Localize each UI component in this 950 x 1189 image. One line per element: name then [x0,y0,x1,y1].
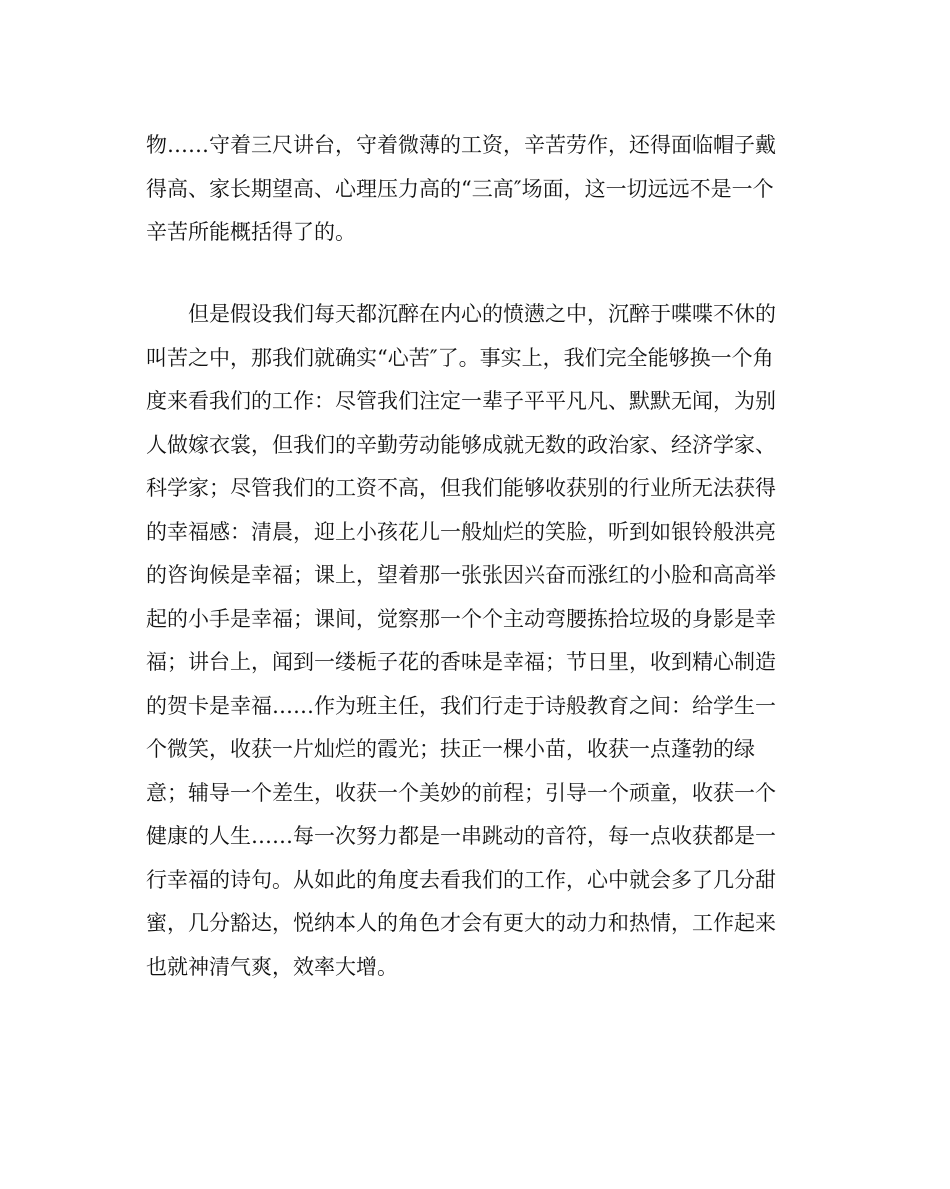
text-line: 物……守着三尺讲台，守着微薄的工资，辛苦劳作，还得面临帽子戴 [146,133,776,157]
text-line: 的幸福感：清晨，迎上小孩花儿一般灿烂的笑脸，听到如银铃般洪亮 [146,519,776,544]
text-line: 个微笑，收获一片灿烂的霞光；扶正一棵小苗，收获一点蓬勃的绿 [146,737,755,761]
paragraph-1 [146,124,826,255]
text-line: 意；辅导一个差生，收获一个美妙的前程；引导一个顽童，收获一个 [146,780,776,805]
text-line: 也就神清气爽，效率大增。 [146,954,398,979]
text-line: 人做嫁衣裳，但我们的辛勤劳动能够成就无数的政治家、经济学家、 [146,432,776,457]
text-line: 辛苦所能概括得了的。 [146,220,356,244]
text-line: 行幸福的诗句。从如此的角度去看我们的工作，心中就会多了几分甜 [146,867,776,892]
text-line: 起的小手是幸福；课间，觉察那一个个主动弯腰拣拾垃圾的身影是幸 [146,606,776,631]
text-line: 度来看我们的工作：尽管我们注定一辈子平平凡凡、默默无闻，为别 [146,389,776,413]
text-line-first: 但是假设我们每天都沉醉在内心的愤懑之中，沉醉于喋喋不休的 [188,302,776,326]
text-line: 得高、家长期望高、心理压力高的“三高″场面，这一切远远不是一个 [146,176,774,201]
text-line: 福；讲台上，闻到一缕栀子花的香味是幸福；节日里，收到精心制造 [146,650,776,674]
text-line: 蜜，几分豁达，悦纳本人的角色才会有更大的动力和热情，工作起来 [146,911,776,935]
text-line: 健康的人生……每一次努力都是一串跳动的音符，每一点收获都是一 [146,824,776,848]
text-line: 的咨询候是幸福；课上，望着那一张张因兴奋而涨红的小脸和高高举 [146,563,776,587]
paragraph-2 [146,293,826,989]
text-line: 科学家；尽管我们的工资不高，但我们能够收获别的行业所无法获得 [146,476,776,500]
text-line: 的贺卡是幸福……作为班主任，我们行走于诗般教育之间：给学生一 [146,693,776,718]
text-line: 叫苦之中，那我们就确实“心苦″了。事实上，我们完全能够换一个角 [146,345,774,370]
